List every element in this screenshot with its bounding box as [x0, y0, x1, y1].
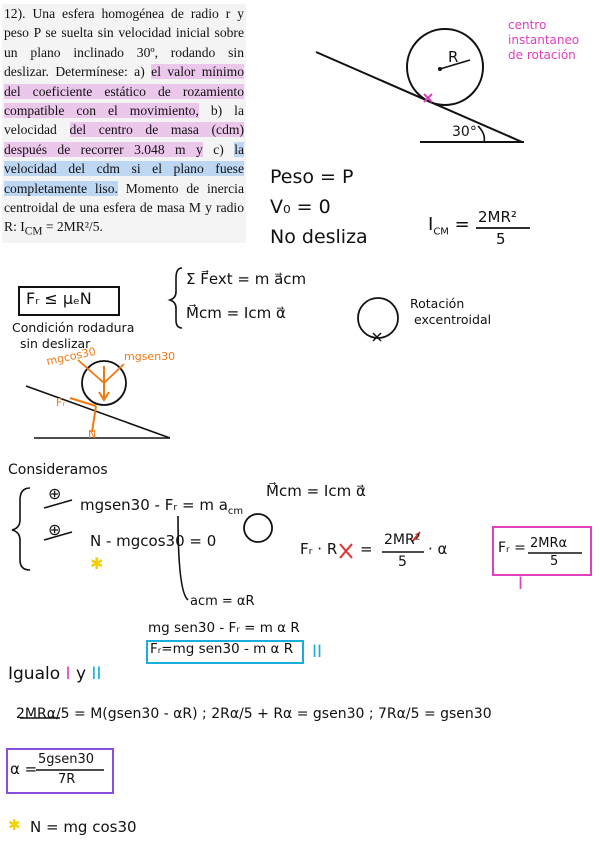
plus-sign-2: ⊕ — [48, 520, 62, 539]
fd-mgsen-arrow — [104, 364, 124, 383]
inertia-equals: = — [454, 214, 470, 235]
roman-one-label: I — [518, 574, 524, 594]
highlight-part-c: la velocidad del cdm si el plano fuese completamente liso. — [4, 141, 244, 196]
star-mark-2: ✱ — [8, 816, 21, 834]
inertia-subscript: CM — [24, 226, 43, 239]
equate-and: y — [75, 664, 87, 684]
roman-two-label: II — [312, 642, 323, 662]
equate-word: Igualo — [8, 664, 61, 684]
acm-relation: acm = αR — [190, 594, 255, 609]
inertia-i: I — [428, 214, 434, 235]
problem-text-2: b) la velocidad — [4, 103, 244, 138]
acm-pointer — [178, 516, 188, 600]
inertia-numerator: 2MR² — [478, 208, 517, 226]
newton-force-eq: Σ F⃗ext = m a⃗cm — [186, 270, 307, 288]
result-numerator: 2MRα — [530, 536, 568, 551]
angle-arc — [478, 126, 484, 142]
force-eq-x — [80, 496, 243, 517]
brace-considering — [12, 488, 30, 570]
condition-line-2: sin deslizar — [20, 336, 91, 351]
inertia-cm-sub: CM — [433, 226, 449, 238]
considering-title: Consideramos — [8, 462, 108, 478]
alpha-lhs: α = — [10, 760, 38, 778]
rotation-circle — [358, 298, 398, 338]
inertia-lhs — [428, 214, 470, 238]
equate-roman-one: I — [65, 664, 71, 684]
normal-result: N = mg cos30 — [30, 818, 137, 836]
result-denominator: 5 — [550, 554, 559, 569]
equate-title — [8, 664, 101, 684]
moment-circle — [244, 514, 272, 542]
note-line-1: centro — [508, 18, 547, 32]
cancel-r — [340, 544, 352, 558]
moment-eq: M⃗cm = Icm α⃗ — [266, 482, 366, 500]
force-eq-x-sub: cm — [227, 506, 244, 517]
brace-newton — [170, 268, 182, 328]
angle-label: 30° — [452, 124, 477, 140]
radius-label: R — [448, 48, 459, 66]
problem-text-3: c) — [202, 141, 235, 157]
torque-denominator: 5 — [398, 554, 407, 570]
friction-inequality: Fᵣ ≤ μₑN — [26, 289, 92, 308]
alpha-denominator: 7R — [58, 772, 76, 787]
friction-expression: Fᵣ=mg sen30 - m α R — [150, 641, 294, 657]
highlight-part-b: del centro de masa (cdm) después de recorrer 3.048 m y — [4, 122, 244, 157]
star-mark-1: ✱ — [90, 554, 104, 573]
force-eq-x-text: mgsen30 - Fᵣ = m a — [80, 496, 228, 514]
fd-incline — [26, 386, 170, 438]
label-mgcos: mgcos30 — [45, 344, 98, 369]
label-friction: Fᵣ — [56, 396, 66, 409]
condition-line-1: Condición rodadura — [12, 320, 135, 335]
note-line-2: instantaneo — [508, 33, 580, 47]
label-normal: N — [88, 428, 97, 441]
sphere-center — [438, 67, 442, 71]
rotation-label-1: Rotación — [410, 296, 465, 311]
highlight-part-a: el valor mínimo del coeficiente estático de rozamiento compatible con el movimiento, — [4, 64, 244, 119]
v0-given: V₀ = 0 — [270, 196, 331, 218]
rotation-label-2: excentroidal — [414, 312, 492, 327]
equated-line: 2MRα/5 = M(gsen30 - αR) ; 2Rα/5 + Rα = gsen30 ; 7Rα/5 = gsen30 — [16, 706, 492, 722]
substituted-eq: mg sen30 - Fᵣ = m α R — [148, 620, 300, 636]
label-mgsen: mgsen30 — [124, 350, 176, 363]
torque-alpha: · α — [428, 540, 448, 558]
note-line-3: de rotación — [508, 48, 576, 62]
no-slip-given: No desliza — [270, 226, 368, 248]
weight-given: Peso = P — [270, 166, 354, 188]
alpha-numerator: 5gsen30 — [38, 752, 95, 767]
problem-text-4: Momento de inercia centroidal de una esfera de masa M y radio R: I — [4, 180, 244, 235]
torque-lhs: Fᵣ · R — [300, 540, 338, 558]
torque-numerator: 2MR² — [384, 532, 421, 548]
instant-center-note — [508, 18, 579, 63]
problem-text-1: 12). Una esfera homogénea de radio r y peso P se suelta sin velocidad inicial sobre un plano inclinado 30º, rodando sin deslizar. Determínese: a) — [4, 6, 244, 80]
torque-equals: = — [360, 540, 373, 558]
newton-moment-eq: M⃗cm = Icm α⃗ — [186, 304, 286, 322]
equate-roman-two: II — [91, 664, 102, 684]
result-lhs: Fᵣ = — [498, 540, 526, 556]
plus-sign-1: ⊕ — [48, 484, 62, 503]
force-eq-y: N - mgcos30 = 0 — [90, 532, 217, 550]
incline-line — [316, 52, 522, 142]
problem-text-5: = 2MR²/5. — [42, 219, 103, 235]
inertia-denominator: 5 — [496, 230, 506, 248]
